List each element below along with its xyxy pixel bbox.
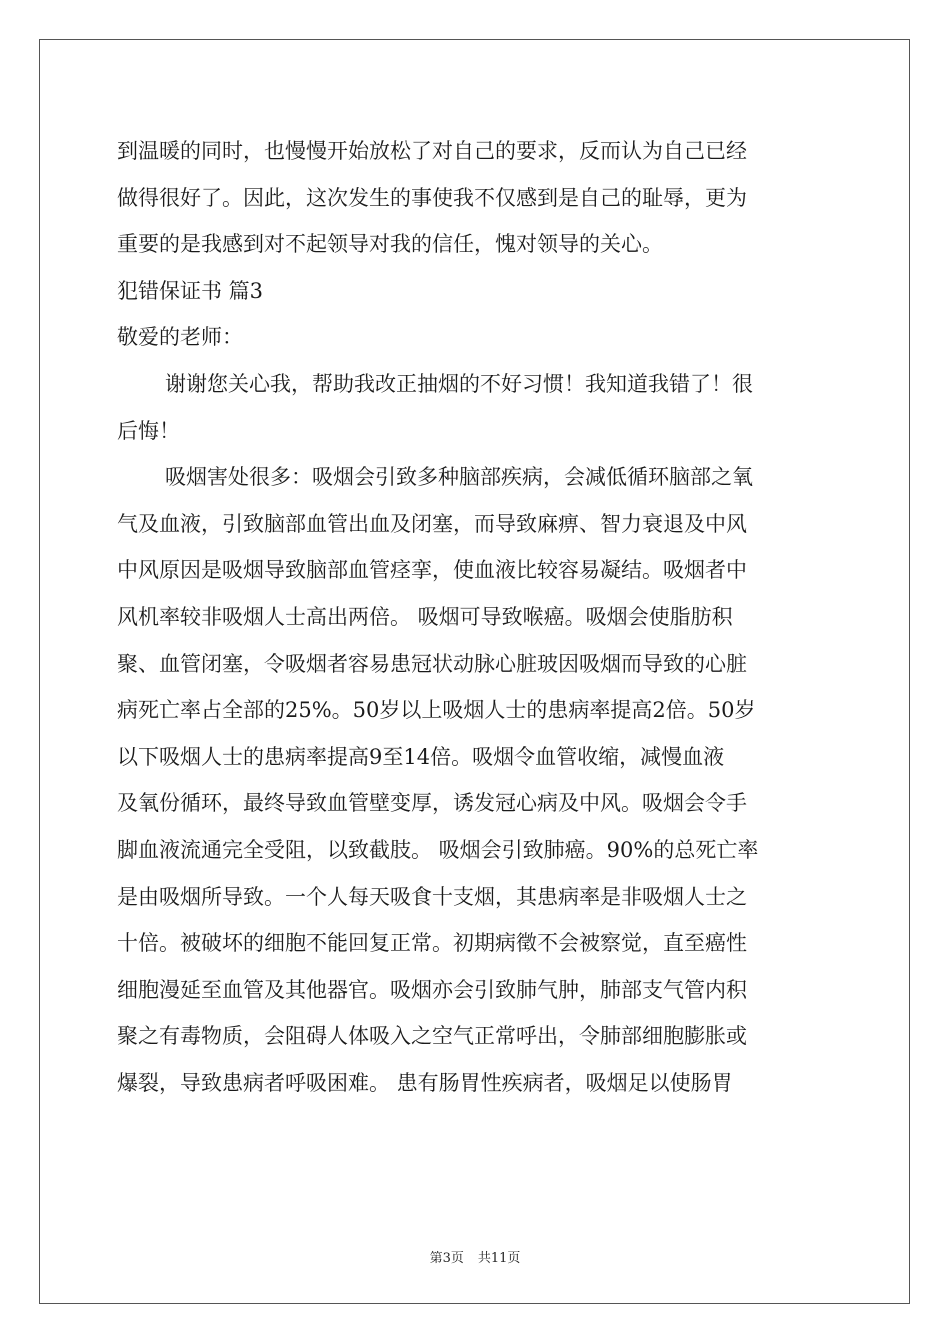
text-line: 谢谢您关心我，帮助我改正抽烟的不好习惯！我知道我错了！很 (165, 371, 753, 396)
text-line: 风机率较非吸烟人士高出两倍。 吸烟可导致喉癌。吸烟会使脂肪积 (117, 604, 733, 629)
text-line: 犯错保证书 篇3 (117, 278, 264, 303)
page-footer (0, 1247, 950, 1266)
text-line: 气及血液，引致脑部血管出血及闭塞，而导致麻痹、智力衰退及中风 (117, 511, 747, 536)
current-page-label: 第3页 (429, 1251, 464, 1266)
text-line: 病死亡率占全部的25%。50岁以上吸烟人士的患病率提高2倍。50岁 (117, 698, 756, 723)
text-line: 敬爱的老师： (117, 325, 243, 350)
document-body (117, 128, 833, 1106)
text-line: 做得很好了。因此，这次发生的事使我不仅感到是自己的耻辱，更为 (117, 185, 747, 210)
text-line: 到温暖的同时，也慢慢开始放松了对自己的要求，反而认为自己已经 (117, 139, 747, 163)
text-line: 爆裂，导致患病者呼吸困难。 患有肠胃性疾病者，吸烟足以使肠胃 (117, 1070, 733, 1095)
text-line: 细胞漫延至血管及其他器官。吸烟亦会引致肺气肿，肺部支气管内积 (117, 977, 747, 1002)
text-line: 是由吸烟所导致。一个人每天吸食十支烟，其患病率是非吸烟人士之 (117, 884, 747, 909)
text-line: 重要的是我感到对不起领导对我的信任，愧对领导的关心。 (117, 232, 663, 257)
total-pages-label: 共11页 (477, 1251, 521, 1266)
text-line: 十倍。被破坏的细胞不能回复正常。初期病徵不会被察觉，直至癌性 (117, 931, 747, 956)
text-line: 后悔！ (117, 418, 180, 443)
text-line: 聚之有毒物质，会阻碍人体吸入之空气正常呼出，令肺部细胞膨胀或 (117, 1024, 747, 1049)
text-line: 及氧份循环，最终导致血管壁变厚，诱发冠心病及中风。吸烟会令手 (117, 791, 747, 816)
text-line: 脚血液流通完全受阻，以致截肢。 吸烟会引致肺癌。90%的总死亡率 (117, 837, 759, 862)
text-line: 以下吸烟人士的患病率提高9至14倍。吸烟令血管收缩，减慢血液 (117, 744, 725, 769)
text-line: 吸烟害处很多：吸烟会引致多种脑部疾病，会减低循环脑部之氧 (165, 465, 753, 490)
text-line: 聚、血管闭塞，令吸烟者容易患冠状动脉心脏玻因吸烟而导致的心脏 (117, 651, 747, 676)
text-line: 中风原因是吸烟导致脑部血管痉挛，使血液比较容易凝结。吸烟者中 (117, 558, 747, 583)
